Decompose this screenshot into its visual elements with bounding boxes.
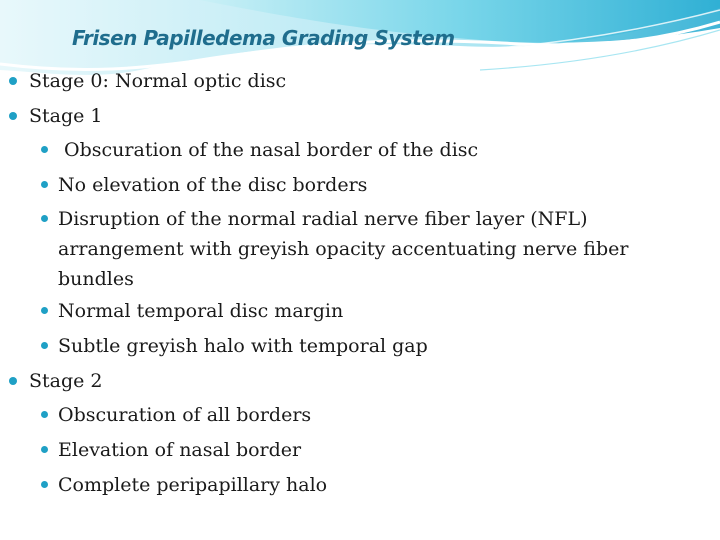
sub-bullet: [58, 470, 698, 500]
sub-bullet: [58, 435, 698, 465]
sub-bullet: [58, 135, 698, 165]
bullet-text: Obscuration of the nasal border of the disc: [58, 139, 479, 161]
bullet-text: Normal temporal disc margin: [58, 300, 344, 322]
sub-bullet: [58, 204, 698, 294]
bullet-text: Elevation of nasal border: [58, 439, 302, 461]
slide-title: Frisen Papilledema Grading System: [72, 26, 455, 50]
bullet-text: No elevation of the disc borders: [58, 174, 368, 196]
bullet-icon: [9, 112, 17, 120]
bullet-text: Disruption of the normal radial nerve fiber layer (NFL) arrangement with greyish opacity accentuating nerve fiber bundles: [58, 208, 629, 290]
sub-bullet: [58, 296, 698, 326]
bullet-icon: [41, 481, 48, 488]
bullet-text: Obscuration of all borders: [58, 404, 312, 426]
bullet-stage-0: [29, 66, 286, 96]
bullet-icon: [41, 181, 48, 188]
sub-bullet: [58, 331, 698, 361]
bullet-text: Subtle greyish halo with temporal gap: [58, 335, 428, 357]
bullet-text: Complete peripapillary halo: [58, 474, 328, 496]
bullet-text: Stage 1: [29, 105, 103, 127]
bullet-icon: [9, 77, 17, 85]
bullet-icon: [9, 377, 17, 385]
sub-bullet: [58, 400, 698, 430]
bullet-icon: [41, 446, 48, 453]
bullet-icon: [41, 146, 48, 153]
bullet-icon: [41, 215, 48, 222]
bullet-icon: [41, 342, 48, 349]
bullet-text: Stage 0: Normal optic disc: [29, 70, 287, 92]
bullet-text: Stage 2: [29, 370, 103, 392]
bullet-icon: [41, 307, 48, 314]
sub-bullet: [58, 170, 698, 200]
bullet-icon: [41, 411, 48, 418]
bullet-stage-2: [29, 366, 103, 396]
bullet-stage-1: [29, 101, 103, 131]
